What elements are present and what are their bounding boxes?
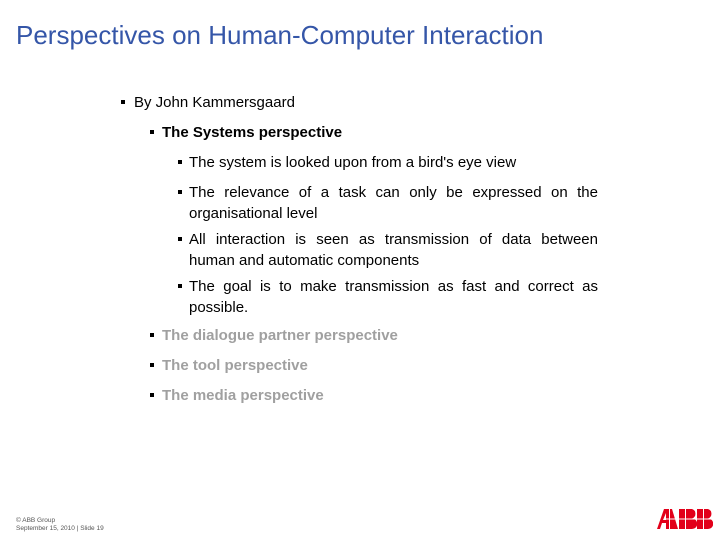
author-line: By John Kammersgaard — [134, 94, 295, 111]
bullet-marker — [150, 363, 154, 367]
slide-title: Perspectives on Human-Computer Interaction — [16, 20, 544, 50]
slide-footer — [16, 517, 104, 533]
systems-point: The relevance of a task can only be expressed on the organisational level — [189, 184, 598, 222]
bullet-marker — [178, 190, 182, 194]
tool-perspective: The tool perspective — [162, 357, 308, 374]
abb-logo — [655, 508, 713, 530]
date-slide-number: September 15, 2010 | Slide 19 — [16, 525, 104, 532]
bullet-marker — [178, 284, 182, 288]
copyright-text: © ABB Group — [16, 517, 56, 524]
dialogue-partner-perspective: The dialogue partner perspective — [162, 327, 398, 344]
media-perspective: The media perspective — [162, 387, 324, 404]
bullet-marker — [150, 393, 154, 397]
bullet-marker — [178, 237, 182, 241]
bullet-marker — [150, 333, 154, 337]
systems-point: The system is looked upon from a bird's eye view — [189, 154, 517, 171]
bullet-marker — [178, 160, 182, 164]
systems-point: The goal is to make transmission as fast and correct as possible. — [189, 278, 598, 316]
systems-point: All interaction is seen as transmission of data between human and automatic components — [189, 231, 598, 269]
systems-perspective-heading: The Systems perspective — [162, 124, 343, 141]
bullet-marker — [121, 100, 125, 104]
bullet-marker — [150, 130, 154, 134]
